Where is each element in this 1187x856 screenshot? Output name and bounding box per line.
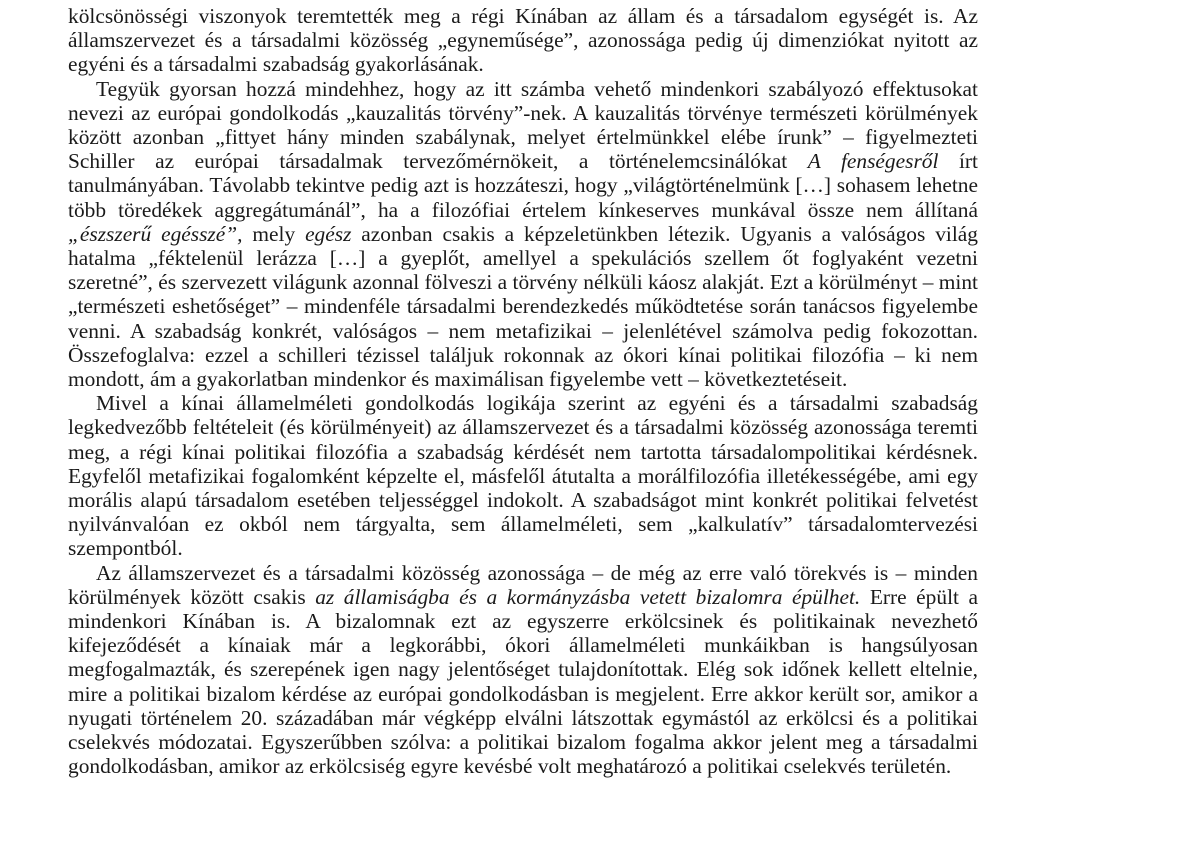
body-paragraph bbox=[68, 77, 978, 392]
text-span: Erre épült a mindenkori Kínában is. A bizalomnak ezt az egyszerre erkölcsinek és politikainak nevezhető kifejeződését a kínaiak már a legkorábbi, ókori államelméleti munkáikban is hangsúlyosan megfogalmazták, és szerepének igen nagy jelentőséget tulajdonítottak. Elég sok időnek kellett eltelnie, mire a politikai bizalom kérdése az európai gondolkodásban is megjelent. Erre akkor került sor, amikor a nyugati történelem 20. századában már végképp elválni látszottak egymástól az erkölcsi és a politikai cselekvés módozatai. Egyszerűbben szólva: a politikai bizalom fogalma akkor jelent meg a társadalmi gondolkodásban, amikor az erkölcsiség egyre kevésbé volt meghatározó a politikai cselekvés területén. bbox=[68, 584, 978, 779]
italic-text-span: egész bbox=[305, 221, 352, 246]
italic-text-span: A fenségesről bbox=[807, 149, 939, 174]
document-page bbox=[68, 4, 978, 779]
text-span: Mivel a kínai államelméleti gondolkodás logikája szerint az egyéni és a társadalmi szabadság legkedvezőbb feltételeit (és körülményeit) az államszervezet és a társadalmi közösség azonossága teremti meg, a régi kínai politikai filozófia a szabadság kérdését nem tartotta társadalompolitikai kérdésnek. Egyfelől metafizikai fogalomként képzelte el, másfelől átutalta a morálfilozófia illetékességébe, ami egy morális alapú társadalom esetében teljességgel indokolt. A szabadságot mint konkrét politikai felvetést nyilvánvalóan ez okból nem tárgyalta, sem államelméleti, sem „kalkulatív” társadalomtervezési szempontból. bbox=[68, 391, 978, 561]
text-span: Az államszervezet és a társadalmi közösség azonossága – de még az erre való törekvés is – minden körülmények között csakis bbox=[68, 560, 978, 609]
body-paragraph bbox=[68, 391, 978, 560]
text-span: kölcsönösségi viszonyok teremtették meg a régi Kínában az állam és a társadalom egységét is. Az államszervezet és a társadalmi közösség „egyneműsége”, azonossága pedig új dimenziókat nyitott az egyéni és a társadalmi szabadság gyakorlásának. bbox=[68, 4, 978, 77]
italic-text-span: „észszerű egésszé”, bbox=[68, 221, 243, 246]
italic-text-span: az államiságba és a kormányzásba vetett bizalomra épülhet. bbox=[315, 584, 861, 609]
text-span: mely bbox=[242, 221, 306, 246]
text-span: írt tanulmányában. Távolabb tekintve pedig azt is hozzáteszi, hogy „világtörténelmünk […] sohasem lehetne több töredékek aggregátumánál”, ha a filozófiai értelem kínkeserves munkával össze nem állítaná bbox=[68, 149, 978, 222]
body-paragraph bbox=[68, 561, 978, 779]
text-span: azonban csakis a képzeletünkben létezik. Ugyanis a valóságos világ hatalma „féktelenül lerázza […] a gyeplőt, amellyel a spekulációs szellem őt foglyaként vezetni szeretné”, és szervezett világunk azonnal fölveszi a törvény nélküli káosz alakját. Ezt a körülményt – mint „természeti eshetőséget” – mindenféle társadalmi berendezkedés működtetése során tanácsos figyelembe venni. A szabadság konkrét, valóságos – nem metafizikai – jelenlétével számolva pedig fokozottan. Összefoglalva: ezzel a schilleri tézissel találjuk rokonnak az ókori kínai politikai filozófia – ki nem mondott, ám a gyakorlatban mindenkor és maximálisan figyelembe vett – következtetéseit. bbox=[68, 221, 978, 392]
body-paragraph bbox=[68, 4, 978, 77]
text-span: Tegyük gyorsan hozzá mindehhez, hogy az itt számba vehető mindenkori szabályozó effektusokat nevezi az európai gondolkodás „kauzalitás törvény”-nek. A kauzalitás törvénye természeti körülmények között azonban „fittyet hány minden szabálynak, melyet értelmünkkel elébe írunk” – figyelmezteti Schiller az európai társadalmak tervezőmérnökeit, a történelemcsinálókat bbox=[68, 76, 978, 174]
